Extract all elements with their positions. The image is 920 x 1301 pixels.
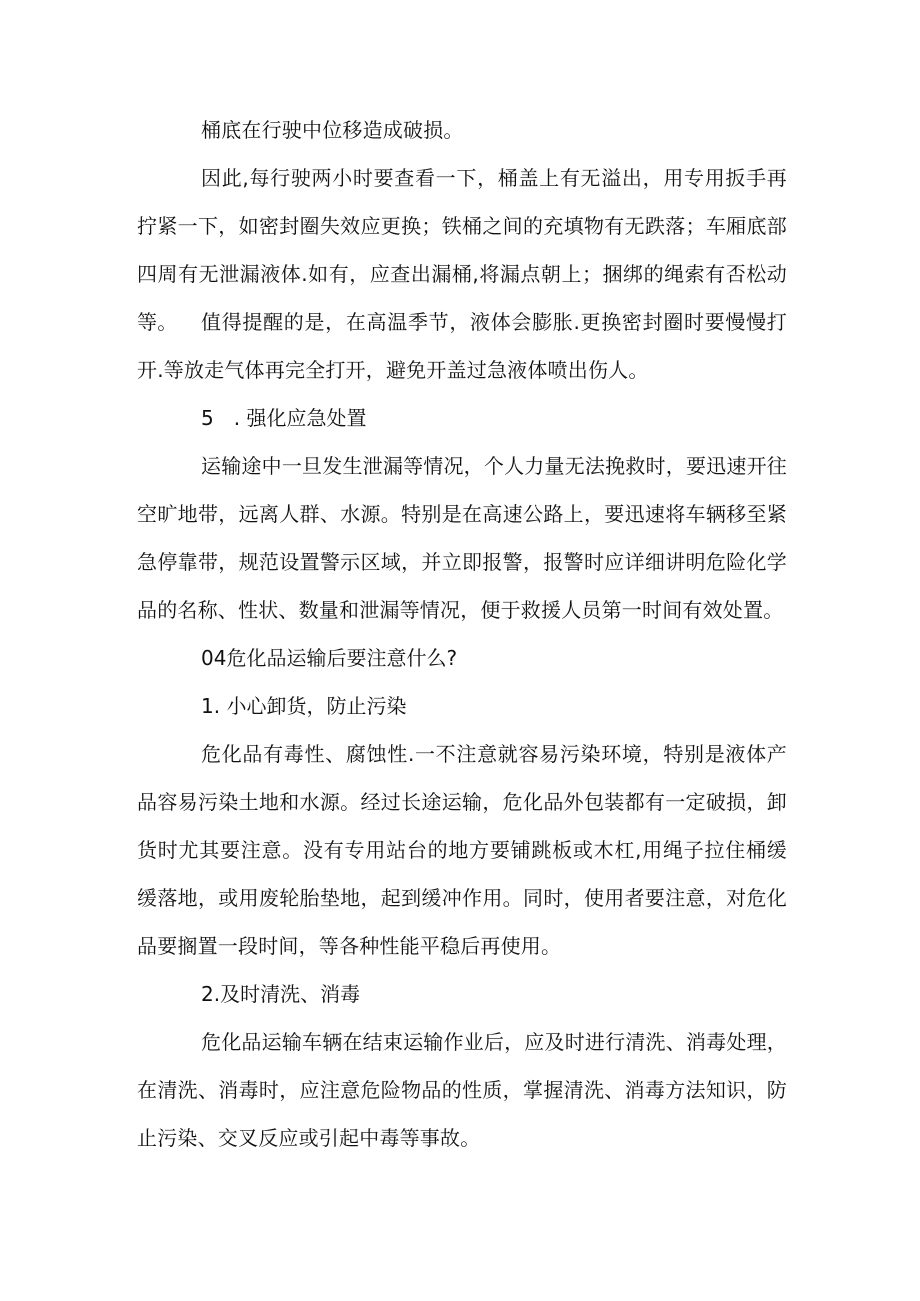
paragraph-bucket-bottom: 桶底在行驶中位移造成破损。: [201, 118, 464, 142]
paragraph-emergency: 运输途中一旦发生泄漏等情况，个人力量无法挽救时，要迅速开往空旷地带，远离人群、水源。特别是在高速公路上，要迅速将车辆移至紧急停靠带，规范设置警示区域，并立即报警，报警时应详细讲明危险化学品的名称、性状、数量和泄漏等情况，便于救援人员第一时间有效处置。: [137, 454, 787, 622]
paragraph-unloading: 危化品有毒性、腐蚀性.一不注意就容易污染环境，特别是液体产品容易污染土地和水源。经过长途运输，危化品外包装都有一定破损，卸货时尤其要注意。没有专用站台的地方要铺跳板或木杠,用绳子拉住桶缓缓落地，或用废轮胎垫地，起到缓冲作用。同时，使用者要注意，对危化品要搁置一段时间，等各种性能平稳后再使用。: [137, 742, 787, 958]
section-title-after-transport: 04危化品运输后要注意什么?: [201, 646, 458, 670]
paragraph-inspection: 因此,每行驶两小时要查看一下，桶盖上有无溢出，用专用扳手再拧紧一下，如密封圈失效应更换；铁桶之间的充填物有无跌落；车厢底部四周有无泄漏液体.如有，应查出漏桶,将漏点朝上；捆绑的绳索有否松动等。: [137, 166, 787, 334]
heading-careful-unloading: 1. 小心卸货，防止污染: [201, 694, 407, 718]
heading-cleaning-disinfection: 2.及时清洗、消毒: [201, 982, 361, 1006]
paragraph-cleaning: 危化品运输车辆在结束运输作业后，应及时进行清洗、消毒处理，在清洗、消毒时，应注意危险物品的性质，掌握清洗、消毒方法知识，防止污染、交叉反应或引起中毒等事故。: [137, 1030, 787, 1150]
paragraph-high-temperature: 值得提醒的是，在高温季节，液体会膨胀.更换密封圈时要慢慢打开.等放走气体再完全打开，避免开盖过急液体喷出伤人。: [137, 310, 787, 382]
heading-emergency-handling: 5 . 强化应急处置: [201, 406, 367, 430]
